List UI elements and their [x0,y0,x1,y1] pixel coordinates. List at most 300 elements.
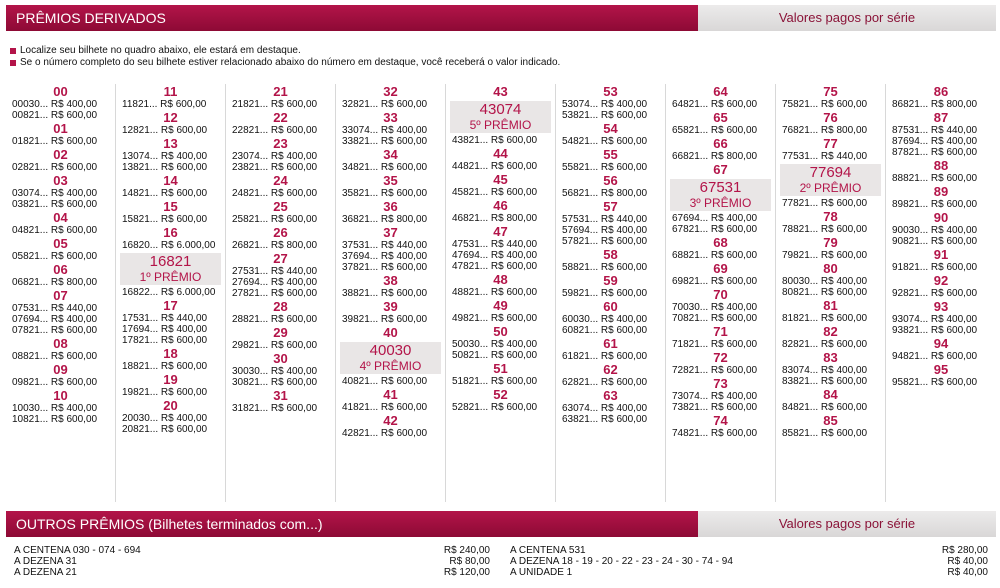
ticket-row: 70030... R$ 400,00 [672,302,758,313]
ticket-row: 95821... R$ 600,00 [892,377,978,388]
prize-label: 4º PRÊMIO [359,359,422,373]
dezena-number: 10 [53,388,68,403]
dezena-number: 05 [53,236,68,251]
ticket-row: 54821... R$ 600,00 [562,136,648,147]
prize-number: 40030 [369,342,412,359]
dezena-block [336,84,445,110]
dezena-number: 01 [53,121,68,136]
dezena-block [556,173,665,199]
dezena-block [886,299,996,336]
prize-column [666,84,776,502]
dezena-number: 50 [493,324,508,339]
dezena-block [776,298,885,324]
dezena-number: 59 [603,273,618,288]
dezena-number: 63 [603,388,618,403]
ticket-row: 38821... R$ 600,00 [342,288,428,299]
ticket-row: 57821... R$ 600,00 [562,236,648,247]
ticket-row: 12821... R$ 600,00 [122,125,208,136]
ticket-row: 14821... R$ 600,00 [122,188,208,199]
ticket-row: 20821... R$ 600,00 [122,424,208,435]
dezena-number: 62 [603,362,618,377]
dezena-number: 33 [383,110,398,125]
dezena-number: 04 [53,210,68,225]
ticket-row: 73821... R$ 600,00 [672,402,758,413]
ticket-row: 50821... R$ 600,00 [452,350,538,361]
dezena-block [336,147,445,173]
dezena-number: 18 [163,346,178,361]
dezena-block [116,84,225,110]
bullet-icon [10,60,16,66]
dezena-block [776,261,885,298]
ticket-row: 70821... R$ 600,00 [672,313,758,324]
prize-label: 3º PRÊMIO [689,196,752,210]
dezena-number: 52 [493,387,508,402]
dezena-number: 24 [273,173,288,188]
dezena-number: 34 [383,147,398,162]
dezena-block [446,387,555,413]
ticket-row: 86821... R$ 800,00 [892,99,978,110]
ticket-row: 64821... R$ 600,00 [672,99,758,110]
dezena-number: 68 [713,235,728,250]
dezena-block [556,84,665,121]
dezena-number: 79 [823,235,838,250]
ticket-row: 82821... R$ 600,00 [782,339,868,350]
dezena-block [116,372,225,398]
dezena-number: 22 [273,110,288,125]
dezena-number: 93 [933,299,949,314]
dezena-number: 74 [713,413,728,428]
dezena-block [6,362,115,388]
dezena-block [776,110,885,136]
ticket-row: 08821... R$ 600,00 [12,351,98,362]
ticket-row: 57694... R$ 400,00 [562,225,648,236]
ticket-row: 90030... R$ 400,00 [892,225,978,236]
dezena-block [666,84,775,110]
dezena-block [776,235,885,261]
ticket-row: 35821... R$ 600,00 [342,188,428,199]
dezena-block [6,121,115,147]
dezena-number: 27 [273,251,288,266]
others-row: A DEZENA 21 R$ 120,00 [14,567,490,578]
dezena-number: 71 [713,324,728,339]
prize-column [116,84,226,502]
dezena-block [116,199,225,225]
dezena-block [336,199,445,225]
others-list-right [510,545,988,578]
dezena-block [666,287,775,324]
highlighted-prize [340,342,441,374]
dezena-number: 44 [493,146,508,161]
ticket-row: 93074... R$ 400,00 [892,314,978,325]
others-row: A DEZENA 18 - 19 - 20 - 22 - 23 - 24 - 30 - 74 - 94 R$ 40,00 [510,556,988,567]
dezena-block [336,110,445,147]
ticket-row: 75821... R$ 600,00 [782,99,868,110]
ticket-row: 91821... R$ 600,00 [892,262,978,273]
dezena-number: 11 [163,84,178,99]
dezena-number: 70 [713,287,728,302]
ticket-row: 73074... R$ 400,00 [672,391,758,402]
ticket-row: 84821... R$ 600,00 [782,402,868,413]
ticket-row: 33074... R$ 400,00 [342,125,428,136]
ticket-row: 76821... R$ 800,00 [782,125,868,136]
dezena-number: 69 [713,261,728,276]
dezena-block [226,199,335,225]
ticket-row: 87821... R$ 600,00 [892,147,978,158]
dezena-number: 53 [603,84,618,99]
dezena-number: 29 [273,325,288,340]
ticket-row: 52821... R$ 600,00 [452,402,538,413]
others-list-left [14,545,490,578]
ticket-row: 56821... R$ 800,00 [562,188,648,199]
dezena-number: 82 [823,324,838,339]
dezena-number: 45 [493,172,508,187]
ticket-row: 24821... R$ 600,00 [232,188,318,199]
dezena-number: 67 [713,162,728,177]
ticket-row: 89821... R$ 600,00 [892,199,978,210]
dezena-block [226,251,335,299]
ticket-row: 48821... R$ 600,00 [452,287,538,298]
dezena-number: 81 [823,298,838,313]
highlighted-prize [670,179,771,211]
dezena-block [886,273,996,299]
dezena-number: 16 [163,225,178,240]
ticket-row: 22821... R$ 600,00 [232,125,318,136]
dezena-number: 66 [713,136,728,151]
ticket-row: 68821... R$ 600,00 [672,250,758,261]
ticket-row: 01821... R$ 600,00 [12,136,98,147]
dezena-number: 14 [163,173,178,188]
ticket-row: 09821... R$ 600,00 [12,377,98,388]
ticket-row: 51821... R$ 600,00 [452,376,538,387]
ticket-row: 03821... R$ 600,00 [12,199,98,210]
dezena-number: 76 [823,110,838,125]
dezena-number: 26 [273,225,288,240]
dezena-number: 31 [273,388,288,403]
dezena-number: 36 [383,199,398,214]
dezena-number: 23 [273,136,288,151]
dezena-number: 49 [493,298,508,313]
dezena-block [446,146,555,172]
dezena-block [556,147,665,173]
prize-column [886,84,996,502]
ticket-row: 77531... R$ 440,00 [782,151,868,162]
ticket-row: 13074... R$ 400,00 [122,151,208,162]
dezena-number: 58 [603,247,618,262]
dezena-block [226,225,335,251]
dezena-block [556,199,665,247]
prize-column [226,84,336,502]
dezena-block [666,261,775,287]
ticket-row: 80821... R$ 600,00 [782,287,868,298]
dezena-block [336,299,445,325]
ticket-row: 81821... R$ 600,00 [782,313,868,324]
dezena-block [666,324,775,350]
prize-grid [6,84,996,502]
header-bar [6,5,996,31]
ticket-row: 18821... R$ 600,00 [122,361,208,372]
ticket-row: 72821... R$ 600,00 [672,365,758,376]
dezena-block [116,346,225,372]
dezena-block [116,110,225,136]
ticket-row: 67821... R$ 600,00 [672,224,758,235]
ticket-row: 32821... R$ 600,00 [342,99,428,110]
ticket-row: 30030... R$ 400,00 [232,366,318,377]
dezena-block [666,235,775,261]
dezena-block [666,110,775,136]
dezena-block [446,224,555,272]
prize-column [6,84,116,502]
ticket-row: 80030... R$ 400,00 [782,276,868,287]
ticket-row: 90821... R$ 600,00 [892,236,978,247]
ticket-row: 37694... R$ 400,00 [342,251,428,262]
dezena-block [336,273,445,299]
dezena-number: 90 [933,210,949,225]
dezena-block [666,136,775,162]
ticket-row: 11821... R$ 600,00 [122,99,207,110]
dezena-block [886,210,996,247]
dezena-number: 65 [713,110,728,125]
dezena-block [556,388,665,425]
prize-number: 16821 [149,253,192,270]
dezena-block [886,336,996,362]
dezena-number: 60 [603,299,618,314]
ticket-row: 87694... R$ 400,00 [892,136,978,147]
ticket-row: 44821... R$ 600,00 [452,161,538,172]
dezena-number: 95 [933,362,949,377]
ticket-row: 63821... R$ 600,00 [562,414,648,425]
dezena-block [666,376,775,413]
ticket-row: 34821... R$ 600,00 [342,162,428,173]
ticket-row: 29821... R$ 600,00 [232,340,318,351]
ticket-row: 23821... R$ 600,00 [232,162,318,173]
ticket-row: 85821... R$ 600,00 [782,428,868,439]
prize-label: 5º PRÊMIO [469,118,532,132]
dezena-block [226,136,335,173]
dezena-number: 87 [933,110,949,125]
note-item: Se o número completo do seu bilhete estiver relacionado abaixo do número em destaque, você receberá o valor indicado. [10,57,560,69]
prize-number: 77694 [809,164,852,181]
ticket-row: 16820... R$ 6.000,00 [122,240,216,251]
dezena-block [886,158,996,184]
dezena-number: 80 [823,261,838,276]
prize-number: 67531 [699,179,742,196]
ticket-row: 07531... R$ 440,00 [12,303,98,314]
ticket-row: 47821... R$ 600,00 [452,261,538,272]
dezena-number: 57 [603,199,618,214]
dezena-number: 51 [493,361,508,376]
ticket-row: 49821... R$ 600,00 [452,313,538,324]
ticket-row: 10821... R$ 600,00 [12,414,98,425]
others-row: A CENTENA 030 - 074 - 694 R$ 240,00 [14,545,490,556]
dezena-number: 75 [823,84,838,99]
ticket-row: 65821... R$ 600,00 [672,125,758,136]
dezena-block [446,172,555,198]
ticket-row: 23074... R$ 400,00 [232,151,318,162]
dezena-block [6,147,115,173]
dezena-block [116,173,225,199]
dezena-number: 78 [823,209,838,224]
dezena-number: 91 [933,247,949,262]
dezena-block [776,84,885,110]
dezena-block [446,198,555,224]
ticket-row: 20030... R$ 400,00 [122,413,208,424]
dezena-block [446,272,555,298]
dezena-number: 20 [163,398,178,413]
dezena-number: 89 [933,184,949,199]
dezena-number: 42 [383,413,398,428]
dezena-block [6,173,115,210]
dezena-block [776,413,885,439]
ticket-row: 60030... R$ 400,00 [562,314,648,325]
ticket-row: 59821... R$ 600,00 [562,288,648,299]
ticket-row: 93821... R$ 600,00 [892,325,978,336]
dezena-block [336,225,445,273]
dezena-block [886,84,996,110]
ticket-row: 17821... R$ 600,00 [122,335,208,346]
dezena-number: 19 [163,372,178,387]
dezena-number: 43 [493,84,508,99]
ticket-row: 00030... R$ 400,00 [12,99,98,110]
dezena-block [116,398,225,435]
ticket-row: 16822... R$ 6.000,00 [122,287,216,298]
dezena-block [446,324,555,361]
ticket-row: 50030... R$ 400,00 [452,339,538,350]
dezena-block [226,351,335,388]
ticket-row: 27694... R$ 400,00 [232,277,318,288]
dezena-block [6,84,115,121]
ticket-row: 07821... R$ 600,00 [12,325,98,336]
page-title: PRÊMIOS DERIVADOS [6,5,698,31]
dezena-number: 13 [163,136,178,151]
ticket-row: 77821... R$ 600,00 [782,198,868,209]
ticket-row: 40821... R$ 600,00 [342,376,428,387]
dezena-number: 07 [53,288,68,303]
ticket-row: 17694... R$ 400,00 [122,324,208,335]
ticket-row: 53074... R$ 400,00 [562,99,648,110]
ticket-row: 15821... R$ 600,00 [122,214,208,225]
dezena-block [6,262,115,288]
dezena-block [556,247,665,273]
dezena-number: 94 [933,336,949,351]
ticket-row: 28821... R$ 600,00 [232,314,318,325]
dezena-block [446,84,555,146]
dezena-number: 37 [383,225,398,240]
dezena-block [6,336,115,362]
ticket-row: 58821... R$ 600,00 [562,262,648,273]
dezena-number: 25 [273,199,288,214]
dezena-number: 72 [713,350,728,365]
ticket-row: 66821... R$ 800,00 [672,151,758,162]
others-row: A DEZENA 31 R$ 80,00 [14,556,490,567]
dezena-block [556,336,665,362]
ticket-row: 02821... R$ 600,00 [12,162,98,173]
prize-label: 2º PRÊMIO [799,181,862,195]
highlighted-prize [120,253,221,285]
dezena-block [116,225,225,298]
ticket-row: 47694... R$ 400,00 [452,250,538,261]
dezena-number: 38 [383,273,398,288]
dezena-block [226,110,335,136]
ticket-row: 87531... R$ 440,00 [892,125,978,136]
ticket-row: 03074... R$ 400,00 [12,188,98,199]
dezena-number: 64 [713,84,728,99]
dezena-block [886,110,996,158]
ticket-row: 69821... R$ 600,00 [672,276,758,287]
dezena-number: 85 [823,413,838,428]
dezena-block [666,162,775,235]
ticket-row: 10030... R$ 400,00 [12,403,98,414]
ticket-row: 83821... R$ 600,00 [782,376,868,387]
ticket-row: 27531... R$ 440,00 [232,266,318,277]
dezena-block [226,173,335,199]
highlighted-prize [780,164,881,196]
dezena-number: 35 [383,173,398,188]
dezena-number: 08 [53,336,68,351]
dezena-number: 84 [823,387,838,402]
dezena-number: 56 [603,173,618,188]
dezena-block [886,362,996,388]
prize-column [446,84,556,502]
dezena-number: 73 [713,376,728,391]
ticket-row: 37821... R$ 600,00 [342,262,428,273]
dezena-block [446,361,555,387]
ticket-row: 30821... R$ 600,00 [232,377,318,388]
dezena-number: 30 [273,351,288,366]
ticket-row: 55821... R$ 600,00 [562,162,648,173]
dezena-number: 39 [383,299,398,314]
dezena-number: 03 [53,173,68,188]
dezena-number: 12 [163,110,178,125]
others-bar [6,511,996,537]
instructions [10,45,560,69]
ticket-row: 19821... R$ 600,00 [122,387,208,398]
others-title: OUTROS PRÊMIOS (Bilhetes terminados com...) [6,511,698,537]
ticket-row: 36821... R$ 800,00 [342,214,428,225]
ticket-row: 39821... R$ 600,00 [342,314,428,325]
ticket-row: 94821... R$ 600,00 [892,351,978,362]
ticket-row: 27821... R$ 600,00 [232,288,318,299]
dezena-block [666,413,775,439]
dezena-block [6,210,115,236]
dezena-block [446,298,555,324]
dezena-block [226,325,335,351]
dezena-number: 77 [823,136,838,151]
ticket-row: 62821... R$ 600,00 [562,377,648,388]
ticket-row: 05821... R$ 600,00 [12,251,98,262]
ticket-row: 78821... R$ 600,00 [782,224,868,235]
ticket-row: 79821... R$ 600,00 [782,250,868,261]
dezena-number: 46 [493,198,508,213]
others-row: A CENTENA 531 R$ 280,00 [510,545,988,556]
dezena-number: 40 [383,325,398,340]
ticket-row: 60821... R$ 600,00 [562,325,648,336]
dezena-number: 32 [383,84,398,99]
dezena-block [226,388,335,414]
ticket-row: 00821... R$ 600,00 [12,110,98,121]
ticket-row: 53821... R$ 600,00 [562,110,648,121]
dezena-number: 02 [53,147,68,162]
ticket-row: 43821... R$ 600,00 [452,135,538,146]
highlighted-prize [450,101,551,133]
ticket-row: 37531... R$ 440,00 [342,240,428,251]
dezena-block [6,288,115,336]
note-item: Localize seu bilhete no quadro abaixo, ele estará em destaque. [10,45,560,57]
ticket-row: 17531... R$ 440,00 [122,313,208,324]
dezena-block [886,184,996,210]
ticket-row: 57531... R$ 440,00 [562,214,648,225]
dezena-block [556,362,665,388]
prize-column [556,84,666,502]
